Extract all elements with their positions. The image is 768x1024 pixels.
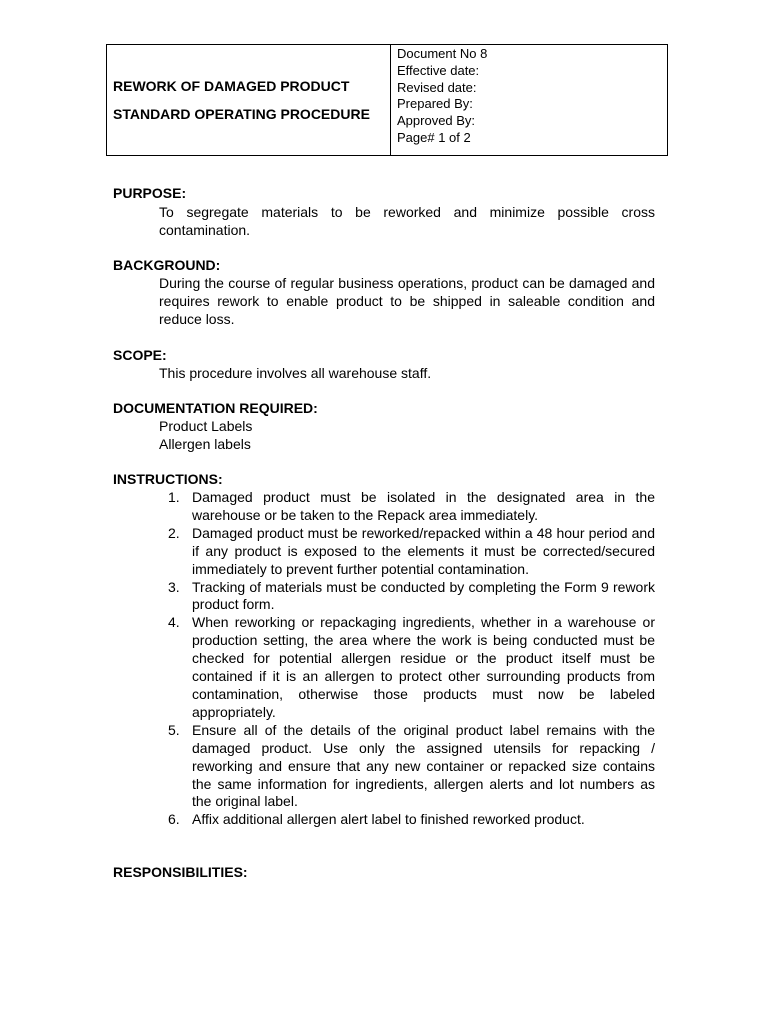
instruction-number: 6. <box>168 811 180 828</box>
page-number: Page# 1 of 2 <box>397 129 471 145</box>
purpose-heading: PURPOSE: <box>113 185 187 201</box>
documentation-item: Allergen labels <box>159 436 251 452</box>
document-subtitle: STANDARD OPERATING PROCEDURE <box>113 106 370 122</box>
instruction-text: Affix additional allergen alert label to finished reworked product. <box>192 811 585 828</box>
instructions-heading: INSTRUCTIONS: <box>113 471 223 487</box>
instruction-number: 4. <box>168 614 180 631</box>
scope-heading: SCOPE: <box>113 347 167 363</box>
scope-text: This procedure involves all warehouse staff. <box>159 365 432 381</box>
instruction-text: Damaged product must be isolated in the designated area in the warehouse or be taken to the Repack area immediately. <box>192 489 655 523</box>
instruction-text: Damaged product must be reworked/repacked within a 48 hour period and if any product is exposed to the elements it must be corrected/secured immediately to prevent further potential contamination. <box>192 524 655 577</box>
revised-date: Revised date: <box>397 79 477 95</box>
instruction-text: When reworking or repackaging ingredients, whether in a warehouse or production setting, the area where the work is being conducted must be checked for potential allergen residue or the product itself must be contained if it is an allergen to protect other surrounding products from contamination, otherwise those products must now be labeled appropriately. <box>192 614 655 720</box>
instruction-item <box>159 811 655 829</box>
prepared-by: Prepared By: <box>397 96 473 112</box>
document-title-block <box>107 45 391 155</box>
instruction-number: 3. <box>168 578 180 595</box>
documentation-heading: DOCUMENTATION REQUIRED: <box>113 400 318 416</box>
background-heading: BACKGROUND: <box>113 257 221 273</box>
approved-by: Approved By: <box>397 113 476 129</box>
instructions-list <box>159 489 655 829</box>
instruction-item <box>159 579 655 615</box>
document-header-table <box>106 44 668 156</box>
document-number: Document No 8 <box>397 46 488 61</box>
document-meta-block <box>391 45 667 155</box>
background-text: During the course of regular business operations, product can be damaged and requires rework to enable product to be shipped in saleable condition and reduce loss. <box>159 275 655 327</box>
instruction-item <box>159 525 655 579</box>
instruction-text: Ensure all of the details of the original product label remains with the damaged product. Use only the assigned utensils for repacking / reworking and ensure that any new container or repacked size contains the same information for ingredients, allergen alerts and lot numbers as the original label. <box>192 721 655 810</box>
instruction-item <box>159 489 655 525</box>
instruction-item <box>159 722 655 812</box>
purpose-text: To segregate materials to be reworked and minimize possible cross contamination. <box>159 204 655 238</box>
documentation-item: Product Labels <box>159 418 253 434</box>
document-title: REWORK OF DAMAGED PRODUCT <box>113 78 350 94</box>
instruction-text: Tracking of materials must be conducted by completing the Form 9 rework product form. <box>192 578 655 613</box>
instruction-number: 5. <box>168 721 180 738</box>
instruction-number: 1. <box>168 489 180 505</box>
instruction-number: 2. <box>168 524 180 541</box>
responsibilities-heading: RESPONSIBILITIES: <box>113 864 248 880</box>
instruction-item <box>159 614 655 721</box>
effective-date: Effective date: <box>397 62 480 78</box>
